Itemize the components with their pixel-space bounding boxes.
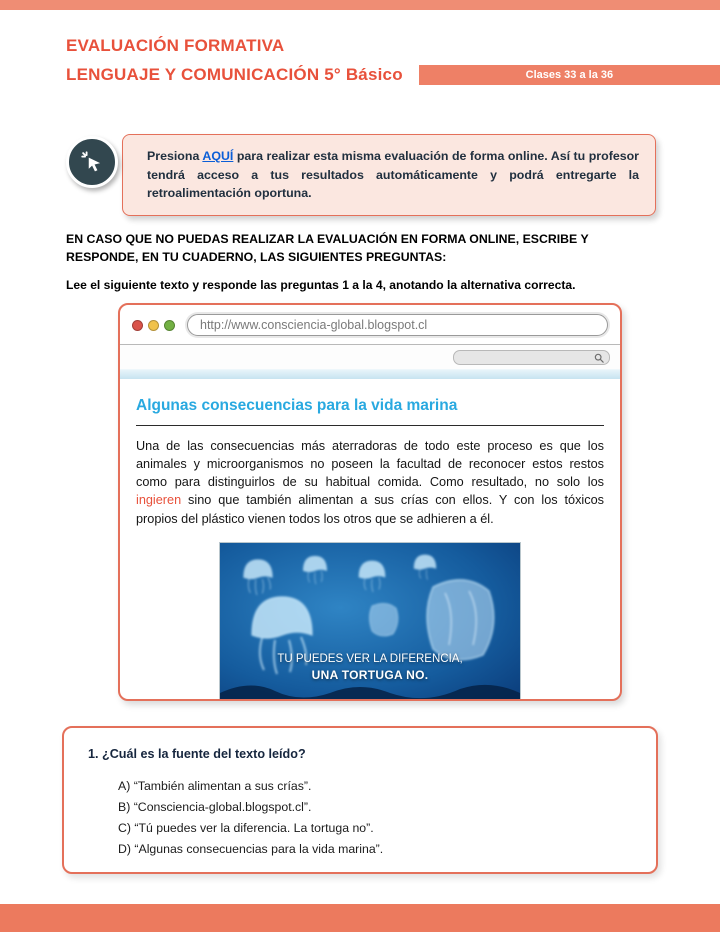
option-d: D) “Algunas consecuencias para la vida marina”. bbox=[118, 841, 384, 856]
answer-options bbox=[118, 776, 632, 860]
question-1-box bbox=[62, 726, 658, 874]
question-title: 1. ¿Cuál es la fuente del texto leído? bbox=[88, 747, 306, 761]
browser-search-row bbox=[120, 345, 620, 369]
online-evaluation-link[interactable]: AQUÍ bbox=[202, 149, 234, 163]
address-bar-url: http://www.consciencia-global.blogspot.cl bbox=[200, 318, 428, 332]
browser-toolbar-strip bbox=[120, 369, 620, 379]
browser-mockup bbox=[118, 303, 622, 701]
page-title-line1: EVALUACIÓN FORMATIVA bbox=[66, 36, 285, 55]
callout-text bbox=[147, 147, 639, 203]
highlighted-word: ingieren bbox=[136, 493, 182, 508]
online-evaluation-callout bbox=[122, 134, 656, 216]
traffic-lights bbox=[132, 320, 175, 331]
callout-text-after: para realizar esta misma evaluación de forma online. Así tu profesor tendrá acceso a tus resultados automáticamente y podrá entregarte la retroalimentación oportuna. bbox=[147, 149, 639, 201]
title-divider bbox=[136, 425, 604, 426]
article-image bbox=[219, 542, 521, 701]
image-caption-line1: TU PUEDES VER LA DIFERENCIA, bbox=[277, 652, 463, 665]
address-bar bbox=[187, 314, 608, 336]
close-dot-icon bbox=[132, 320, 143, 331]
cursor-click-glyph bbox=[79, 149, 105, 175]
offline-instruction: EN CASO QUE NO PUEDAS REALIZAR LA EVALUACIÓN EN FORMA ONLINE, ESCRIBE Y RESPONDE, EN TU CUADERNO, LAS SIGUIENTES PREGUNTAS: bbox=[66, 232, 589, 265]
image-caption-line2: UNA TORTUGA NO. bbox=[311, 667, 429, 682]
classes-badge: Clases 33 a la 36 bbox=[419, 65, 720, 85]
bottom-accent-bar bbox=[0, 904, 720, 932]
callout-text-before: Presiona bbox=[147, 149, 203, 163]
article-title: Algunas consecuencias para la vida marina bbox=[136, 397, 458, 414]
article-content bbox=[120, 379, 620, 701]
option-c: C) “Tú puedes ver la diferencia. La tortuga no”. bbox=[118, 820, 374, 835]
top-accent-bar bbox=[0, 0, 720, 10]
page-title-line2: LENGUAJE Y COMUNICACIÓN 5° Básico bbox=[66, 65, 403, 84]
maximize-dot-icon bbox=[164, 320, 175, 331]
browser-chrome bbox=[120, 305, 620, 345]
reading-instruction: Lee el siguiente texto y responde las preguntas 1 a la 4, anotando la alternativa correcta. bbox=[66, 278, 576, 292]
option-a: A) “También alimentan a sus crías”. bbox=[118, 779, 312, 793]
page-header bbox=[66, 36, 720, 85]
search-box bbox=[453, 350, 610, 365]
minimize-dot-icon bbox=[148, 320, 159, 331]
cursor-click-icon bbox=[66, 136, 118, 188]
paragraph-text-after: sino que también alimentan a sus crías con ellos. Y con los tóxicos propios del plástico vienen todos los otros que se adhieren a él. bbox=[136, 493, 604, 526]
magnifier-icon bbox=[594, 353, 604, 363]
paragraph-text-before: Una de las consecuencias más aterradoras de todo este proceso es que los animales y microorganismos no poseen la facultad de reconocer estos restos como para distinguirlos de su habitual comida. Como resultado, no solo los bbox=[136, 439, 604, 490]
option-b: B) “Consciencia-global.blogspot.cl”. bbox=[118, 799, 312, 814]
article-paragraph bbox=[136, 437, 604, 528]
